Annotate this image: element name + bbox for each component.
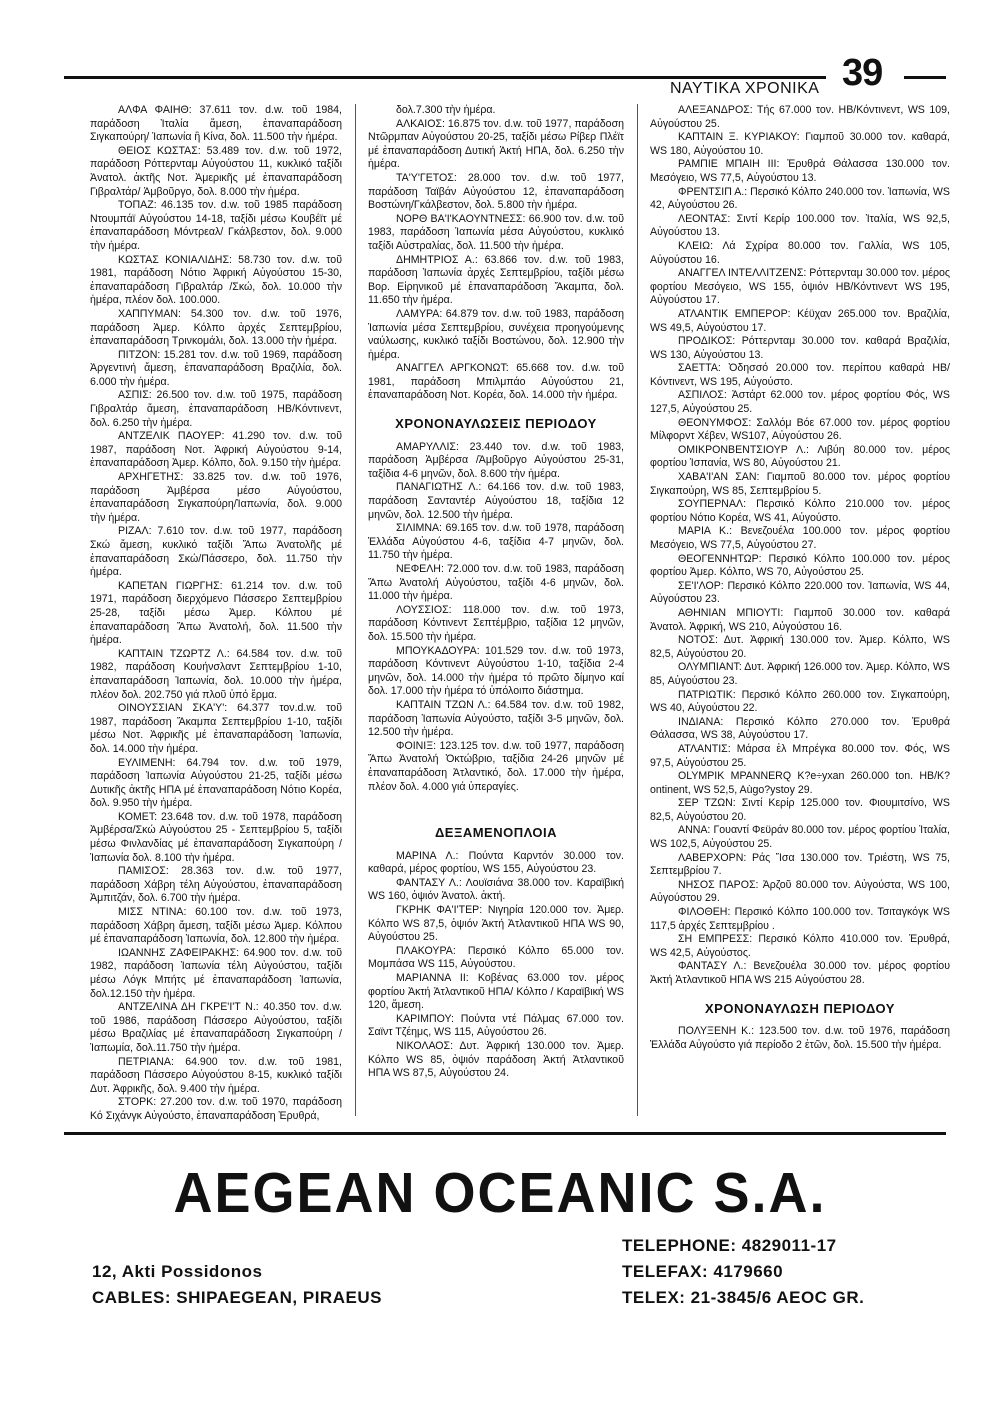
advert-address: 12, Akti Possidonos [92,1262,263,1281]
column-divider-1 [355,104,356,1116]
magazine-title: ΝΑΥΤΙΚΑ ΧΡΟΝΙΚΑ [670,80,820,97]
listing-entry: ΑΝΤΖΕΛΙΚ ΠΑΟΥΕΡ: 41.290 τον. d.w. τοῦ 1987, παράδοση Νοτ. Ἀφρική Αὐγούστου 9-14, ἐπαναπαράδοση Ἀμερ. Κόλπο, δολ. 9.150 τὴν ἡμέρα. [90,430,342,470]
listing-entry: ΚΑΠΕΤΑΝ ΓΙΩΡΓΗΣ: 61.214 τον. d.w. τοῦ 1971, παράδοση διερχόμενο Πάσσερο Σεπτεμβρίου 25-28, ταξίδι μέσω Ἀμερ. Κόλπου μέ ἐπαναπαράδοση Ἄπω Ἀνατολή, δολ. 11.500 τὴν ἡμέρα. [90,579,342,647]
listing-entry: ΦΑΝΤΑΣΥ Λ.: Βενεζουέλα 30.000 τον. μέρος φορτίου Ἀκτή Ἀτλαντικοῦ ΗΠΑ WS 215 Αὐγούστου 28. [650,960,950,986]
listing-entry: ΣΕ'Ι'ΛΟΡ: Περσικό Κόλπο 220.000 τον. Ἰαπωνία, WS 44, Αὐγούστου 23. [650,579,950,606]
listing-entry: ΓΚΡΗΚ ΦΑ'Ι'ΤΕΡ: Νιγηρία 120.000 τον. Ἀμερ. Κόλπο WS 87,5, ὀψιόν Ἀκτή Ἀτλαντικοῦ ΗΠΑ WS 90, Αὐγούστου 25. [368,904,624,944]
listing-entry: ΜΑΡΙΑ Κ.: Βενεζουέλα 100.000 τον. μέρος φορτίου Μεσόγειο, WS 77,5, Αὐγούστου 27. [650,525,950,551]
listing-entry: ΠΕΤΡΙΑΝΑ: 64.900 τον. d.w. τοῦ 1981, παράδοση Πάσσερο Αὐγούστου 8-15, κυκλικό ταξίδι Δυτ. Ἀφρικῆς, δολ. 9.400 τὴν ἡμέρα. [90,1055,342,1095]
time-charter-entries [368,441,624,794]
section-title-time-charters: ΧΡΟΝΟΝΑΥΛΩΣΕΙΣ ΠΕΡΙΟΔΟΥ [395,416,597,432]
listing-entry: ΝΗΣΟΣ ΠΑΡΟΣ: Ἀρζοῦ 80.000 τον. Αὐγούστα, WS 100, Αὐγούστου 29. [650,878,950,905]
listing-entry: ΜΠΟΥΚΑΔΟΥΡΑ: 101.529 τον. d.w. τοῦ 1973, παράδοση Κόντινεντ Αὐγούστου 1-10, ταξίδια 2-4 μηνῶν, δολ. 14.000 τὴν ἡμέρα τό πρῶτο δίμηνο καί δολ. 17.000 τὴν ἡμέρα τό ὑπόλοιπο διάστημα. [368,644,624,698]
header-rule-right [904,76,946,79]
listing-entry: ΑΘΗΝΙΑΝ ΜΠΙΟΥΤΙ: Γιαμποῦ 30.000 τον. καθαρά Ἀνατολ. Ἀφρική, WS 210, Αὐγούστου 16. [650,606,950,633]
listing-entry: ΠΟΛΥΞΕΝΗ Κ.: 123.500 τον. d.w. τοῦ 1976, παράδοση Ἑλλάδα Αὐγούστο γιά περίοδο 2 ἐτῶν, δολ. 15.500 τὴν ἡμέρα. [650,1025,950,1051]
advert-top-rule [64,1132,946,1135]
listing-entry: ΠΙΤΖΟΝ: 15.281 τον. d.w. τοῦ 1969, παράδοση Ἀργεντινή ἄμεση, ἐπαναπαράδοση Βραζιλία, δολ. 6.000 τὴν ἡμέρα. [90,348,342,388]
listing-entry: ΚΑΡΙΜΠΟΥ: Πούντα ντέ Πάλμας 67.000 τον. Σαϊντ Τζέημς, WS 115, Αὐγούστου 26. [368,1012,624,1039]
listing-entry: ΑΡΧΗΓΕΤΗΣ: 33.825 τον. d.w. τοῦ 1976, παράδοση Ἀμβέρσα μέσο Αὐγούστου, ἐπαναπαράδοση Σιγκαπούρη/Ἰαπωνία, δολ. 9.000 τὴν ἡμέρα. [90,471,342,524]
tanker-entries [368,850,624,1081]
listing-entry: ΠΑΜΙΣΟΣ: 28.363 τον. d.w. τοῦ 1977, παράδοση Χάβρη τέλη Αὐγούστου, ἐπαναπαράδοση Ἀμπιτζάν, δολ. 6.700 τὴν ἡμέρα. [90,865,342,905]
listing-entry: ΦΑΝΤΑΣΥ Λ.: Λουϊσιάνα 38.000 τον. Καραϊβική WS 160, ὀψιόν Ἀνατολ. ἀκτή. [368,876,624,903]
listing-entry: ΠΛΑΚΟΥΡΑ: Περσικό Κόλπο 65.000 τον. Μομπάσα WS 115, Αὐγούστου. [368,944,624,971]
advert-telephone: TELEPHONE: 4829011-17 [622,1236,837,1255]
listing-entry: ΣΙΛΙΜΝΑ: 69.165 τον. d.w. τοῦ 1978, παράδοση Ἑλλάδα Αὐγούστου 4-6, ταξίδια 4-7 μηνῶν, δολ. 11.750 τὴν ἡμέρα. [368,522,624,562]
listing-entry: ΘΕΙΟΣ ΚΩΣΤΑΣ: 53.489 τον. d.w. τοῦ 1972, παράδοση Ρόττερνταμ Αὐγούστου 11, κυκλικό ταξίδι Ἀνατολ. ἀκτῆς Νοτ. Ἀμερικῆς μέ ἐπαναπαράδοση Γιβραλτάρ/ Ἀμβοῦργο, δολ. 8.000 τὴν ἡμέρα. [90,144,342,198]
listing-entry: ΛΕΟΝΤΑΣ: Σιντί Κερίρ 100.000 τον. Ἰταλία, WS 92,5, Αὐγούστου 13. [650,212,950,239]
listing-entry: ΧΑΒΑ'Ι'ΑΝ ΣΑΝ: Γιαμποῦ 80.000 τον. μέρος φορτίου Σιγκαπούρη, WS 85, Σεπτεμβρίου 5. [650,471,950,497]
period-charter-entries [650,1025,950,1052]
listing-entry: ΡΑΜΠΙΕ ΜΠΑΙΗ ΙΙΙ: Ἐρυθρά Θάλασσα 130.000 τον. Μεσόγειο, WS 77,5, Αὐγούστου 13. [650,158,950,184]
listing-entry: ΣΑΕΤΤΑ: Ὀδησσό 20.000 τον. περίπου καθαρά ΗΒ/Κόντινεντ, WS 195, Αὐγούστο. [650,362,950,388]
listing-entry: ΘΕΟΓΕΝΝΗΤΩΡ: Περσικό Κόλπο 100.000 τον. μέρος φορτίου Ἀμερ. Κόλπο, WS 70, Αὐγούστου 25. [650,552,950,579]
listing-entry: ΣΤΟΡΚ: 27.200 τον. d.w. τοῦ 1970, παράδοση Κό Σιχάνγκ Αὐγούστο, ἐπαναπαράδοση Ἐρυθρά, [90,1096,342,1122]
listing-entry: ΑΤΛΑΝΤΙΣ: Μάρσα ἐλ Μπρέγκα 80.000 τον. Φός, WS 97,5, Αὐγούστου 25. [650,742,950,769]
section-title-tankers: ΔΕΞΑΜΕΝΟΠΛΟΙΑ [434,825,558,841]
listing-entry: ΚΑΠΤΑΙΝ ΤΖΩΡΤΖ Λ.: 64.584 τον. d.w. τοῦ 1982, παράδοση Κουήνσλαντ Σεπτεμβρίου 1-10, ἐπαναπαράδοση Ἰαπωνία, δολ. 10.000 τὴν ἡμέρα, πλέον δολ. 202.750 γιά πλοῦ ὑπό ἕρμα. [90,647,342,701]
listing-entry: ΤΟΠΑΖ: 46.135 τον. d.w. τοῦ 1985 παράδοση Ντουμπάϊ Αὐγούστου 14-18, ταξίδι μέσω Κουβέϊτ μέ ἐπαναπαράδοση Μόντρεαλ/ Γκάλβεστον, δολ. 9.000 τὴν ἡμέρα. [90,199,342,252]
listing-entry: ΑΝΝΑ: Γουαντί Φεϋράν 80.000 τον. μέρος φορτίου Ἰταλία, WS 102,5, Αὐγούστου 25. [650,824,950,851]
listing-entry: ΚΟΜΕΤ: 23.648 τον. d.w. τοῦ 1978, παράδοση Ἀμβέρσα/Σκώ Αὐγούστου 25 - Σεπτεμβρίου 5, ταξίδι μέσω Φινλανδίας μέ ἐπαναπαράδοση Σιγκαπούρη / Ἰαπωνία δολ. 8.100 τὴν ἡμέρα. [90,810,342,864]
listing-entry: ΟΛΥΜΠΙΑΝΤ: Δυτ. Ἀφρική 126.000 τον. Ἀμερ. Κόλπο, WS 85, Αὐγούστου 23. [650,661,950,687]
column-2 [368,104,624,1081]
advert-telex: TELEX: 21-3845/6 AEOC GR. [622,1288,865,1307]
listing-entry: ΑΛΦΑ ΦΑΙΗΘ: 37.611 τον. d.w. τοῦ 1984, παράδοση Ἰταλία ἄμεση, ἐπαναπαράδοση Σιγκαπούρη/ Ἰαπωνία ἢ Κίνα, δολ. 11.500 τὴν ἡμέρα. [90,104,342,144]
listing-entry: ΑΝΤΖΕΛΙΝΑ ΔΗ ΓΚΡΕ'Ι'Τ Ν.: 40.350 τον. d.w. τοῦ 1986, παράδοση Πάσσερο Αὐγούστου, ταξίδι μέσω Βραζιλίας μέ ἐπαναπαράδοση Σιγκαπούρη /Ἰαπωμία, δολ.11.750 τὴν ἡμέρα. [90,1001,342,1054]
listing-entry: ΟΜΙΚΡΟΝΒΕΝΤΣΙΟΥΡ Λ.: Λιβύη 80.000 τον. μέρος φορτίου Ἰσπανία, WS 80, Αὐγούστου 21. [650,443,950,470]
listing-entry: ΣΕΡ ΤΖΩΝ: Σιντί Κερίρ 125.000 τον. Φιουμιτσίνο, WS 82,5, Αὐγούστου 20. [650,797,950,823]
column-3-entries [650,104,950,988]
listing-entry: ΛΑΒΕΡΧΟΡΝ: Ράς Ἴσα 130.000 τον. Τριέστη, WS 75, Σεπτεμβρίου 7. [650,851,950,878]
listing-entry: ΝΟΡΘ ΒΑ'Ι'ΚΑΟΥΝΤΝΕΣΣ: 66.900 τον. d.w. τοῦ 1983, παράδοση Ἰαπωνία μέσα Αὐγούστου, κυκλικό ταξίδι Αὐστραλίας, δολ. 11.500 τὴν ἡμέρα. [368,212,624,252]
column-3 [650,104,950,1052]
listing-entry: ΠΑΤΡΙΩΤΙΚ: Περσικό Κόλπο 260.000 τον. Σιγκαπούρη, WS 40, Αὐγούστου 22. [650,688,950,715]
listing-entry: ΕΥΛΙΜΕΝΗ: 64.794 τον. d.w. τοῦ 1979, παράδοση Ἰαπωνία Αὐγούστου 21-25, ταξίδι μέσω Δυτικῆς ἀκτῆς ΗΠΑ μέ ἐπαναπαράδοση Νότιο Κορέα, δολ. 9.950 τὴν ἡμέρα. [90,756,342,810]
listing-entry: ΚΩΣΤΑΣ ΚΟΝΙΑΛΙΔΗΣ: 58.730 τον. d.w. τοῦ 1981, παράδοση Νότιο Ἀφρική Αὐγούστου 15-30, ἐπαναπαράδοση Γιβραλτάρ /Σκώ, δολ. 10.000 τὴν ἡμέρα, πλέον δολ. 100.000. [90,253,342,307]
section-title-period-charter: ΧΡΟΝΟΝΑΥΛΩΣΗ ΠΕΡΙΟΔΟΥ [705,1000,895,1016]
advert-telefax: TELEFAX: 4179660 [622,1262,784,1281]
listing-entry: ΚΛΕΙΩ: Λά Σχρίρα 80.000 τον. Γαλλία, WS 105, Αὐγούστου 16. [650,239,950,266]
listing-entry: ΑΣΠΙΣ: 26.500 τον. d.w. τοῦ 1975, παράδοση Γιβραλτάρ ἄμεση, ἐπαναπαράδοση ΗΒ/Κόντινεντ, δολ. 6.250 τὴν ἡμέρα. [90,389,342,429]
listing-entry: ΜΑΡΙΝΑ Λ.: Πούντα Καρντόν 30.000 τον. καθαρά, μέρος φορτίου, WS 155, Αὐγούστου 23. [368,849,624,876]
column-1-entries [90,104,342,1124]
listing-entry: ΙΩΑΝΝΗΣ ΖΑΦΕΙΡΑΚΗΣ: 64.900 τον. d.w. τοῦ 1982, παράδοση Ἰαπωνία τέλη Αὐγούστου, ταξίδι μέσω Λόγκ Μπήτς μέ ἐπαναπαράδοση Ἰαπωνία, δολ.12.150 τὴν ἡμέρα. [90,946,342,1000]
listing-entry: ΣΗ ΕΜΠΡΕΣΣ: Περσικό Κόλπο 410.000 τον. Ἐρυθρά, WS 42,5, Αὐγούστος. [650,933,950,959]
listing-entry: ΛΑΜΥΡΑ: 64.879 τον. d.w. τοῦ 1983, παράδοση Ἰαπωνία μέσα Σεπτεμβρίου, συνέχεια προηγούμενης ναύλωσης, κυκλικό ταξίδι Βοστώνου, δολ. 12.900 τὴν ἡμέρα. [368,307,624,361]
listing-entry: ΧΑΠΠΥΜΑΝ: 54.300 τον. d.w. τοῦ 1976, παράδοση Ἀμερ. Κόλπο ἀρχές Σεπτεμβρίου, ἐπαναπαράδοση Τρινκομάλι, δολ. 13.000 τὴν ἡμέρα. [90,307,342,348]
column-divider-2 [637,104,638,1116]
listing-entry: ΡΙΖΑΛ: 7.610 τον. d.w. τοῦ 1977, παράδοση Σκώ ἄμεση, κυκλικό ταξίδι Ἄπω Ἀνατολῆς μέ ἐπαναπαράδοση Σκώ/Πάσσερο, δολ. 11.750 τὴν ἡμέρα. [90,525,342,579]
listing-entry: ΑΛΕΞΑΝΔΡΟΣ: Τής 67.000 τον. ΗΒ/Κόντινεντ, WS 109, Αὐγούστου 25. [650,104,950,130]
listing-entry: ΟΙΝΟΥΣΣΙΑΝ ΣΚΑ'Υ': 64.377 τον.d.w. τοῦ 1987, παράδοση Ἄκαμπα Σεπτεμβρίου 1-10, ταξίδι μέσω Νοτ. Ἀφρικῆς μέ ἐπαναπαράδοση Ἰαπωνία, δολ. 14.000 τὴν ἡμέρα. [90,702,342,755]
listing-entry: ΚΑΠΤΑΙΝ Ξ. ΚΥΡΙΑΚΟΥ: Γιαμποῦ 30.000 τον. καθαρά, WS 180, Αὐγούστου 10. [650,131,950,157]
listing-entry: ΑΣΠΙΛΟΣ: Ἀστάρτ 62.000 τον. μέρος φορτίου Φός, WS 127,5, Αὐγούστου 25. [650,389,950,416]
advert-company-name: AEGEAN OCEANIC S.A. [173,1161,827,1225]
listing-entry: δολ.7.300 τὴν ἡμέρα. [396,104,496,116]
listing-entry: OLYMPIK MPANNERQ K?e÷yxan 260.000 ton. HB/K?ontinent, WS 52,5, Aùgo?ystoy 29. [650,770,950,796]
header-rule-left [64,76,826,79]
listing-entry: ΠΡΟΔΙΚΟΣ: Ρόττερνταμ 30.000 τον. καθαρά Βραζιλία, WS 130, Αὐγούστου 13. [650,335,950,361]
advert-cables: CABLES: SHIPAEGEAN, PIRAEUS [92,1288,382,1307]
listing-entry: ΜΙΣΣ ΝΤΙΝΑ: 60.100 τον. d.w. τοῦ 1973, παράδοση Χάβρη ἄμεση, ταξίδι μέσω Ἀμερ. Κόλπου μέ ἐπαναπαράδοση Ἰαπωνία, δολ. 12.800 τὴν ἡμέρα. [90,906,342,946]
listing-entry: ΑΛΚΑΙΟΣ: 16.875 τον. d.w. τοῦ 1977, παράδοση Ντῶρμπαν Αὐγούστου 20-25, ταξίδι μέσω Ρίβερ Πλέϊτ μέ ἐπαναπαράδοση Δυτική Ἀκτή ΗΠΑ, δολ. 6.250 τὴν ἡμέρα. [368,117,624,171]
listing-entry: ΦΙΛΟΘΕΗ: Περσικό Κόλπο 100.000 τον. Τσιταγκόγκ WS 117,5 ἀρχές Σεπτεμβρίου . [650,906,950,932]
column-2-entries [368,104,624,403]
listing-entry: ΑΤΛΑΝΤΙΚ ΕΜΠΕΡΟΡ: Κέϋχαν 265.000 τον. Βραζιλία, WS 49,5, Αὐγούστου 17. [650,307,950,334]
listing-entry: ΦΡΕΝΤΣΙΠ Α.: Περσικό Κόλπο 240.000 τον. Ἰαπωνία, WS 42, Αὐγούστου 26. [650,185,950,212]
listing-entry: ΔΗΜΗΤΡΙΟΣ Α.: 63.866 τον. d.w. τοῦ 1983, παράδοση Ἰαπωνία ἀρχές Σεπτεμβρίου, ταξίδι μέσω Βορ. Εἰρηνικοῦ μέ ἐπαναπαράδοση Ἄκαμπα, δολ. 11.650 τὴν ἡμέρα. [368,253,624,307]
listing-entry: ΝΙΚΟΛΑΟΣ: Δυτ. Ἀφρική 130.000 τον. Ἀμερ. Κόλπο WS 85, ὀψιόν παράδοση Ἀκτή Ἀτλαντικοῦ ΗΠΑ WS 87,5, Αὐγούστου 24. [368,1040,624,1080]
listing-entry: ΤΑ'Υ'ΓΕΤΟΣ: 28.000 τον. d.w. τοῦ 1977, παράδοση Ταϊβάν Αὐγούστου 12, ἐπαναπαράδοση Βοστώνη/Γκάλβεστον, δολ. 5.800 τὴν ἡμέρα. [368,171,624,212]
listing-entry: ΝΟΤΟΣ: Δυτ. Ἀφρική 130.000 τον. Ἀμερ. Κόλπο, WS 82,5, Αὐγούστου 20. [650,634,950,660]
column-1 [90,104,342,1124]
listing-entry: ΦΟΙΝΙΞ: 123.125 τον. d.w. τοῦ 1977, παράδοση Ἄπω Ἀνατολή Ὀκτώβριο, ταξίδια 24-26 μηνῶν μέ ἐπαναπαράδοση Ἀτλαντικό, δολ. 17.000 τὴν ἡμέρα, πλέον δολ. 4.000 γιά ὑπεραγίες. [368,739,624,793]
listing-entry: ΝΕΦΕΛΗ: 72.000 τον. d.w. τοῦ 1983, παράδοση Ἄπω Ἀνατολή Αὐγούστου, ταξίδι 4-6 μηνῶν, δολ. 11.000 τὴν ἡμέρα. [368,563,624,603]
listing-entry: ΑΝΑΓΓΕΛ ΑΡΓΚΟΝΩΤ: 65.668 τον. d.w. τοῦ 1981, παράδοση Μπιλμπάο Αὐγούστου 21, ἐπαναπαράδοση Νοτ. Κορέα, δολ. 14.000 τὴν ἡμέρα. [368,362,624,402]
listing-entry: ΚΑΠΤΑΙΝ ΤΖΩΝ Λ.: 64.584 τον. d.w. τοῦ 1982, παράδοση Ἰαπωνία Αὐγούστο, ταξίδι 3-5 μηνῶν, δολ. 12.500 τὴν ἡμέρα. [368,698,624,739]
listing-entry: ΙΝΔΙΑΝΑ: Περσικό Κόλπο 270.000 τον. Ἐρυθρά Θάλασσα, WS 38, Αὐγούστου 17. [650,715,950,742]
page-number: 39 [842,52,883,94]
listing-entry: ΣΟΥΠΕΡΝΑΛ: Περσικό Κόλπο 210.000 τον. μέρος φορτίου Νότιο Κορέα, WS 41, Αὐγούστο. [650,498,950,524]
listing-entry: ΑΝΑΓΓΕΛ ΙΝΤΕΛΛΙΤΖΕΝΣ: Ρόττερνταμ 30.000 τον. μέρος φορτίου Μεσόγειο, WS 155, ὀψιόν ΗΒ/Κόντινεντ WS 195, Αὐγούστου 17. [650,267,951,307]
listing-entry: ΛΟΥΣΣΙΟΣ: 118.000 τον. d.w. τοῦ 1973, παράδοση Κόντινεντ Σεπτέμβριο, ταξίδια 12 μηνῶν, δολ. 15.500 τὴν ἡμέρα. [368,603,624,643]
listing-entry: ΠΑΝΑΓΙΩΤΗΣ Λ.: 64.166 τον. d.w. τοῦ 1983, παράδοση Σανταντέρ Αὐγούστου 18, ταξίδια 12 μηνῶν, δολ. 12.500 τὴν ἡμέρα. [368,481,624,521]
listing-entry: ΑΜΑΡΥΛΛΙΣ: 23.440 τον. d.w. τοῦ 1983, παράδοση Ἀμβέρσα /Ἀμβοῦργο Αὐγούστου 25-31, ταξίδια 4-6 μηνῶν, δολ. 8.600 τὴν ἡμέρα. [368,440,624,480]
listing-entry: ΜΑΡΙΑΝΝΑ ΙΙ: Κοβένας 63.000 τον. μέρος φορτίου Ἀκτή Ἀτλαντικοῦ ΗΠΑ/ Κόλπο / Καραϊβική WS 120, ἄμεση. [368,972,624,1012]
listing-entry: ΘΕΟΝΥΜΦΟΣ: Σαλλόμ Βόε 67.000 τον. μέρος φορτίου Μίλφορντ Χέβεν, WS107, Αὐγούστου 26. [650,416,950,443]
